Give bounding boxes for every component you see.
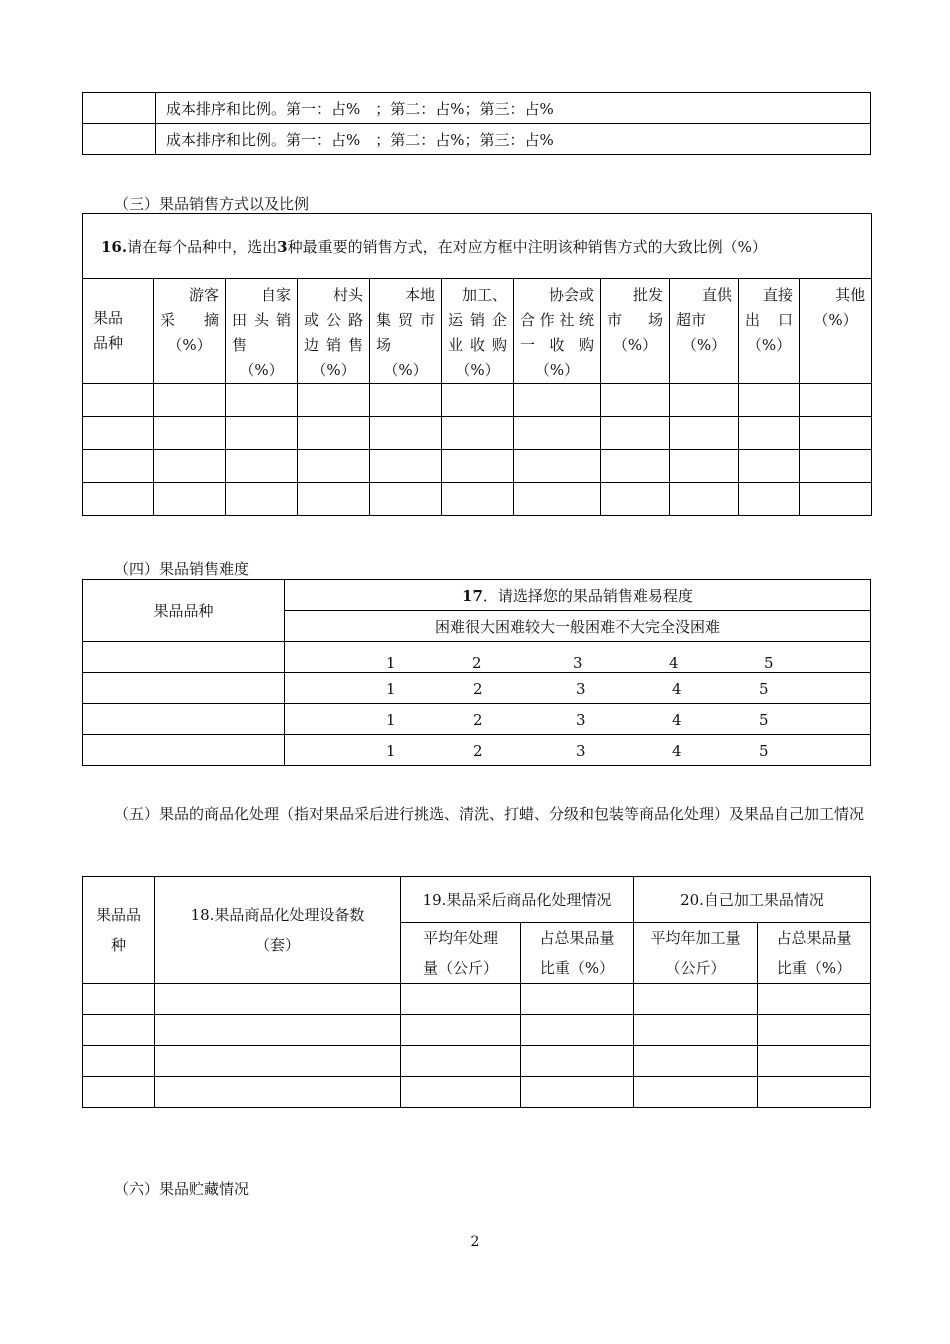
rating-option[interactable]: 1 <box>386 680 396 698</box>
header-line: 其他 <box>835 286 866 304</box>
header-line: （%） <box>746 336 792 354</box>
header-line: （%） <box>612 336 658 354</box>
table-row <box>83 673 871 704</box>
input-cell[interactable] <box>401 984 521 1015</box>
input-cell[interactable] <box>601 450 670 483</box>
rating-option[interactable]: 2 <box>473 711 483 729</box>
question-19-header: 19.果品采后商品化处理情况 <box>401 877 634 923</box>
sales-difficulty-table <box>82 579 871 766</box>
input-cell[interactable] <box>601 417 670 450</box>
header-line: 本地 <box>404 286 435 304</box>
header-line: 出 口 <box>745 311 793 329</box>
input-cell[interactable] <box>226 450 298 483</box>
input-cell[interactable] <box>298 483 370 516</box>
header-line: 一 收 购 <box>520 336 594 354</box>
question-16-bold-count: 3 <box>277 237 288 256</box>
section6-title: （六）果品贮藏情况 <box>114 1180 250 1198</box>
rating-option[interactable]: 4 <box>672 742 682 760</box>
input-cell[interactable] <box>83 1046 155 1077</box>
difficulty-scale-labels: 困难很大困难较大一般困难不大完全没困难 <box>285 611 871 642</box>
rating-option[interactable]: 4 <box>669 654 679 672</box>
input-cell[interactable] <box>155 1077 401 1108</box>
input-cell[interactable] <box>370 417 442 450</box>
input-cell[interactable] <box>155 984 401 1015</box>
section3-title: （三）果品销售方式以及比例 <box>114 195 310 213</box>
header-line: 市 场 <box>607 311 663 329</box>
input-cell[interactable] <box>401 1015 521 1046</box>
rating-row <box>285 673 871 704</box>
table-row <box>83 417 872 450</box>
section4-title: （四）果品销售难度 <box>114 560 250 578</box>
header-line: 运销企 <box>448 311 507 329</box>
header-line: 场 <box>376 336 392 354</box>
input-cell[interactable] <box>154 384 226 417</box>
input-cell[interactable] <box>800 483 872 516</box>
input-cell[interactable] <box>601 483 670 516</box>
question-17-text: ．请选择您的果品销售难易程度 <box>482 586 693 605</box>
input-cell[interactable] <box>670 450 739 483</box>
rating-option[interactable]: 3 <box>576 742 586 760</box>
header-line: 游客 <box>188 286 219 304</box>
input-cell[interactable] <box>401 1046 521 1077</box>
input-cell[interactable] <box>226 483 298 516</box>
input-cell[interactable] <box>670 483 739 516</box>
input-cell[interactable] <box>442 417 514 450</box>
table-row <box>83 450 872 483</box>
header-line: 村头 <box>332 286 363 304</box>
commercialization-table <box>82 876 871 1108</box>
rating-option[interactable]: 5 <box>759 742 769 760</box>
header-line: 批发 <box>632 286 663 304</box>
input-cell[interactable] <box>154 483 226 516</box>
input-cell[interactable] <box>800 384 872 417</box>
input-cell[interactable] <box>83 384 154 417</box>
rating-option[interactable]: 4 <box>672 711 682 729</box>
input-cell[interactable] <box>155 1015 401 1046</box>
header-line: （%） <box>311 361 356 379</box>
variety-cell[interactable] <box>83 735 285 766</box>
header-line: 加工、 <box>461 286 507 304</box>
rating-option[interactable]: 1 <box>386 711 396 729</box>
header-line: （%） <box>239 361 284 379</box>
q20-avg-volume-header: 平均年加工量（公斤） <box>634 923 758 984</box>
variety-header: 果品品种 <box>83 877 155 984</box>
input-cell[interactable] <box>83 417 154 450</box>
col-farm-field-sales <box>226 279 298 384</box>
header-line: 协会或 <box>548 286 594 304</box>
input-cell[interactable] <box>514 483 601 516</box>
rating-option[interactable]: 3 <box>576 711 586 729</box>
input-cell[interactable] <box>739 417 800 450</box>
header-line: 超市 <box>676 311 707 329</box>
header-line: （%） <box>681 336 727 354</box>
input-cell[interactable] <box>514 450 601 483</box>
table-row <box>83 483 872 516</box>
table-row <box>83 984 871 1015</box>
header-line: （%） <box>455 361 500 379</box>
input-cell[interactable] <box>739 483 800 516</box>
input-cell[interactable] <box>298 384 370 417</box>
input-cell[interactable] <box>83 1015 155 1046</box>
input-cell[interactable] <box>298 417 370 450</box>
rating-option[interactable]: 3 <box>576 680 586 698</box>
page-number: 2 <box>470 1234 480 1250</box>
input-cell[interactable] <box>670 417 739 450</box>
q19-share-header: 占总果品量比重（%） <box>521 923 634 984</box>
rating-option[interactable]: 2 <box>473 742 483 760</box>
table-row <box>83 93 871 124</box>
header-line: 田头销 <box>232 311 291 329</box>
input-cell[interactable] <box>758 1046 871 1077</box>
question-16-text-post: 种最重要的销售方式，在对应方框中注明该种销售方式的大致比例（%） <box>287 237 767 256</box>
input-cell[interactable] <box>634 1046 758 1077</box>
rating-option[interactable]: 3 <box>573 654 583 672</box>
input-cell[interactable] <box>800 450 872 483</box>
input-cell[interactable] <box>758 1077 871 1108</box>
input-cell[interactable] <box>83 483 154 516</box>
input-cell[interactable] <box>521 984 634 1015</box>
table-row <box>83 1015 871 1046</box>
col-wholesale-market <box>601 279 670 384</box>
input-cell[interactable] <box>370 450 442 483</box>
rating-option[interactable]: 4 <box>672 680 682 698</box>
variety-header <box>83 279 154 384</box>
input-cell[interactable] <box>514 384 601 417</box>
col-processing-enterprise <box>442 279 514 384</box>
input-cell[interactable] <box>634 1015 758 1046</box>
input-cell[interactable] <box>298 450 370 483</box>
input-cell[interactable] <box>83 450 154 483</box>
input-cell[interactable] <box>739 384 800 417</box>
input-cell[interactable] <box>226 417 298 450</box>
input-cell[interactable] <box>442 450 514 483</box>
header-line: 采 摘 <box>160 311 219 329</box>
rating-option[interactable]: 5 <box>764 654 774 672</box>
question-16-number: 16. <box>101 237 128 256</box>
input-cell[interactable] <box>226 384 298 417</box>
variety-cell[interactable] <box>83 704 285 735</box>
question-17-number: 17 <box>462 586 483 605</box>
rating-option[interactable]: 5 <box>759 711 769 729</box>
input-cell[interactable] <box>370 483 442 516</box>
table-row <box>83 124 871 155</box>
col-direct-export <box>739 279 800 384</box>
table-row <box>83 1077 871 1108</box>
header-line: （%） <box>383 361 428 379</box>
header-line: 自家 <box>260 286 291 304</box>
input-cell[interactable] <box>521 1077 634 1108</box>
table-row <box>83 384 872 417</box>
input-cell[interactable] <box>521 1046 634 1077</box>
rating-option[interactable]: 2 <box>473 680 483 698</box>
input-cell[interactable] <box>758 1015 871 1046</box>
sales-method-table <box>82 213 872 516</box>
input-cell[interactable] <box>154 417 226 450</box>
header-line: 合作社统 <box>520 311 594 329</box>
header-line: 边销售 <box>304 336 363 354</box>
variety-header-line: 品种 <box>93 334 124 352</box>
cost-ranking-text: 成本排序和比例。第一：占% ；第二：占%；第三：占% <box>156 93 871 124</box>
input-cell[interactable] <box>370 384 442 417</box>
rating-row <box>285 735 871 766</box>
input-cell[interactable] <box>83 984 155 1015</box>
question-17 <box>285 580 871 611</box>
variety-cell[interactable] <box>83 673 285 704</box>
input-cell[interactable] <box>155 1046 401 1077</box>
section5-title: （五）果品的商品化处理（指对果品采后进行挑选、清洗、打蜡、分级和包装等商品化处理）及果品自己加工情况 <box>114 805 865 823</box>
table-row <box>83 735 871 766</box>
rating-option[interactable]: 5 <box>759 680 769 698</box>
question-20-header: 20.自己加工果品情况 <box>634 877 871 923</box>
input-cell[interactable] <box>634 1077 758 1108</box>
col-other <box>800 279 872 384</box>
table-row <box>83 1046 871 1077</box>
input-cell[interactable] <box>442 384 514 417</box>
q19-avg-volume-header: 平均年处理量（公斤） <box>401 923 521 984</box>
input-cell[interactable] <box>521 1015 634 1046</box>
input-cell[interactable] <box>401 1077 521 1108</box>
cost-ranking-table <box>82 92 871 155</box>
variety-header: 果品品种 <box>83 580 285 642</box>
variety-cell[interactable] <box>83 642 285 673</box>
input-cell[interactable] <box>739 450 800 483</box>
question-18-header: 18.果品商品化处理设备数（套） <box>155 877 401 984</box>
input-cell[interactable] <box>83 1077 155 1108</box>
header-line: 售 <box>232 336 248 354</box>
question-16-text-pre: 请在每个品种中，选出 <box>127 237 278 256</box>
header-line: （%） <box>167 336 212 354</box>
rating-option[interactable]: 1 <box>386 742 396 760</box>
question-16 <box>83 214 872 279</box>
input-cell[interactable] <box>670 384 739 417</box>
header-line: 或公路 <box>304 311 363 329</box>
sales-header-row <box>83 279 872 384</box>
header-line: 直供 <box>701 286 732 304</box>
col-cooperative <box>514 279 601 384</box>
header-line: 业收购 <box>448 336 507 354</box>
rating-row <box>285 642 871 673</box>
table-row <box>83 642 871 673</box>
col-supermarket <box>670 279 739 384</box>
input-cell[interactable] <box>800 417 872 450</box>
col-local-market <box>370 279 442 384</box>
input-cell[interactable] <box>758 984 871 1015</box>
input-cell[interactable] <box>634 984 758 1015</box>
cost-ranking-text: 成本排序和比例。第一：占% ；第二：占%；第三：占% <box>156 124 871 155</box>
variety-cell[interactable] <box>83 93 156 124</box>
col-village-roadside <box>298 279 370 384</box>
rating-row <box>285 704 871 735</box>
variety-cell[interactable] <box>83 124 156 155</box>
input-cell[interactable] <box>442 483 514 516</box>
input-cell[interactable] <box>154 450 226 483</box>
rating-option[interactable]: 2 <box>472 654 482 672</box>
q20-share-header: 占总果品量比重（%） <box>758 923 871 984</box>
input-cell[interactable] <box>514 417 601 450</box>
header-line: 集贸市 <box>376 311 435 329</box>
table-row <box>83 704 871 735</box>
header-line: （%） <box>534 361 580 379</box>
header-line: 直接 <box>762 286 793 304</box>
col-tourist-picking <box>154 279 226 384</box>
header-line: （%） <box>813 311 858 329</box>
input-cell[interactable] <box>601 384 670 417</box>
rating-option[interactable]: 1 <box>386 654 396 672</box>
variety-header-line: 果品 <box>93 309 124 327</box>
